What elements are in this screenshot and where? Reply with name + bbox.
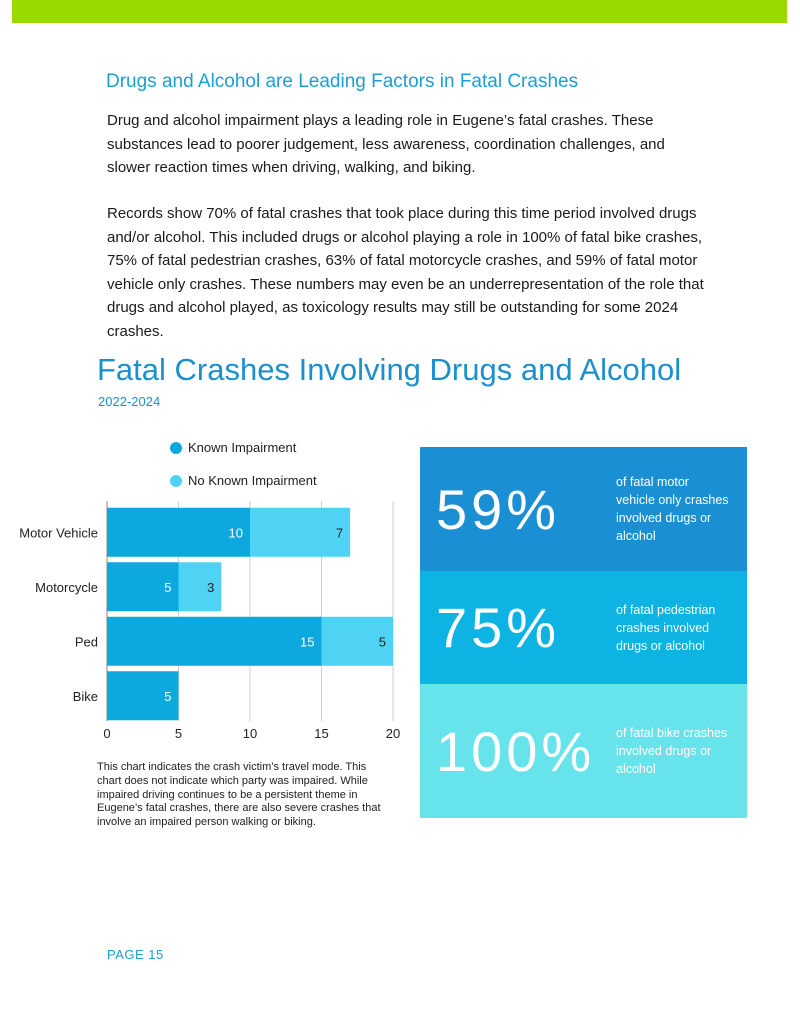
paragraph-records: Records show 70% of fatal crashes that took place during this time period involved drugs and/or alcohol. This included drugs or alcohol playing a role in 100% of fatal bike crashes, 75% of fatal pedestrian crashes, 63% of fatal motorcycle crashes, and 59% of fatal motor vehicle only crashes. These numbers may even be an underrepresentation of the role that drugs and alcohol played, as toxicology results may still be outstanding for some 2024 crashes. (107, 205, 704, 340)
category-label-motor-vehicle: Motor Vehicle (19, 525, 98, 541)
chart-subtitle: 2022-2024 (98, 394, 161, 409)
data-label-motor-vehicle-no-known: 7 (335, 525, 344, 541)
legend-swatch-no-known (170, 475, 182, 487)
data-label-ped-no-known: 5 (378, 634, 386, 650)
data-label-ped-known: 15 (300, 634, 315, 650)
data-label-motorcycle-known: 5 (164, 579, 172, 595)
data-label-motorcycle-no-known: 3 (207, 579, 215, 595)
page-number: PAGE 15 (107, 947, 164, 962)
legend-swatch-known (170, 442, 182, 454)
stat-value-motor-vehicle: 59% (436, 477, 561, 541)
bar-chart (0, 495, 420, 745)
chart-note: This chart indicates the crash victim’s travel mode. This chart does not indicate which party was impaired. While impaired driving continues to be a persistent theme in Eugene’s fatal crashes, there are also severe crashes that involve an impaired person walking or biking. (97, 761, 381, 829)
paragraph-intro: Drug and alcohol impairment plays a leading role in Eugene’s fatal crashes. These substances lead to poorer judgement, less awareness, coordination challenges, and slower reaction times when driving, walking, and biking. (107, 112, 665, 177)
legend-label-no-known: No Known Impairment (188, 473, 317, 488)
stat-value-bike: 100% (436, 719, 596, 783)
legend-label-known: Known Impairment (188, 440, 297, 455)
legend-item-no-known (170, 473, 317, 488)
data-label-motor-vehicle-known: 10 (228, 525, 243, 541)
category-label-bike: Bike (72, 688, 98, 704)
category-label-ped: Ped (74, 634, 98, 650)
stat-value-pedestrian: 75% (436, 596, 561, 659)
stat-text-bike: of fatal bike crashes involved drugs or alcohol (616, 726, 728, 776)
stat-card-bike (420, 684, 747, 818)
data-label-bike-known: 5 (164, 688, 172, 704)
x-tick-label-15: 15 (314, 726, 329, 741)
legend-item-known (170, 440, 296, 455)
bar-ped-known (107, 617, 322, 666)
x-tick-label-10: 10 (242, 726, 258, 741)
stat-card-motor-vehicle (420, 447, 747, 571)
top-accent-bar (12, 0, 787, 23)
section-heading: Drugs and Alcohol are Leading Factors in Fatal Crashes (106, 71, 579, 92)
chart-title: Fatal Crashes Involving Drugs and Alcohol (97, 352, 682, 387)
x-tick-label-20: 20 (385, 726, 401, 741)
stat-text-motor-vehicle: of fatal motor vehicle only crashes involved drugs or alcohol (616, 475, 729, 543)
category-label-motorcycle: Motorcycle (35, 579, 98, 595)
x-tick-label-0: 0 (103, 726, 111, 741)
x-tick-label-5: 5 (174, 726, 183, 741)
stat-card-pedestrian (420, 571, 747, 684)
bar-motorcycle-no-known (179, 562, 222, 611)
stat-text-pedestrian: of fatal pedestrian crashes involved drugs or alcohol (616, 602, 716, 653)
